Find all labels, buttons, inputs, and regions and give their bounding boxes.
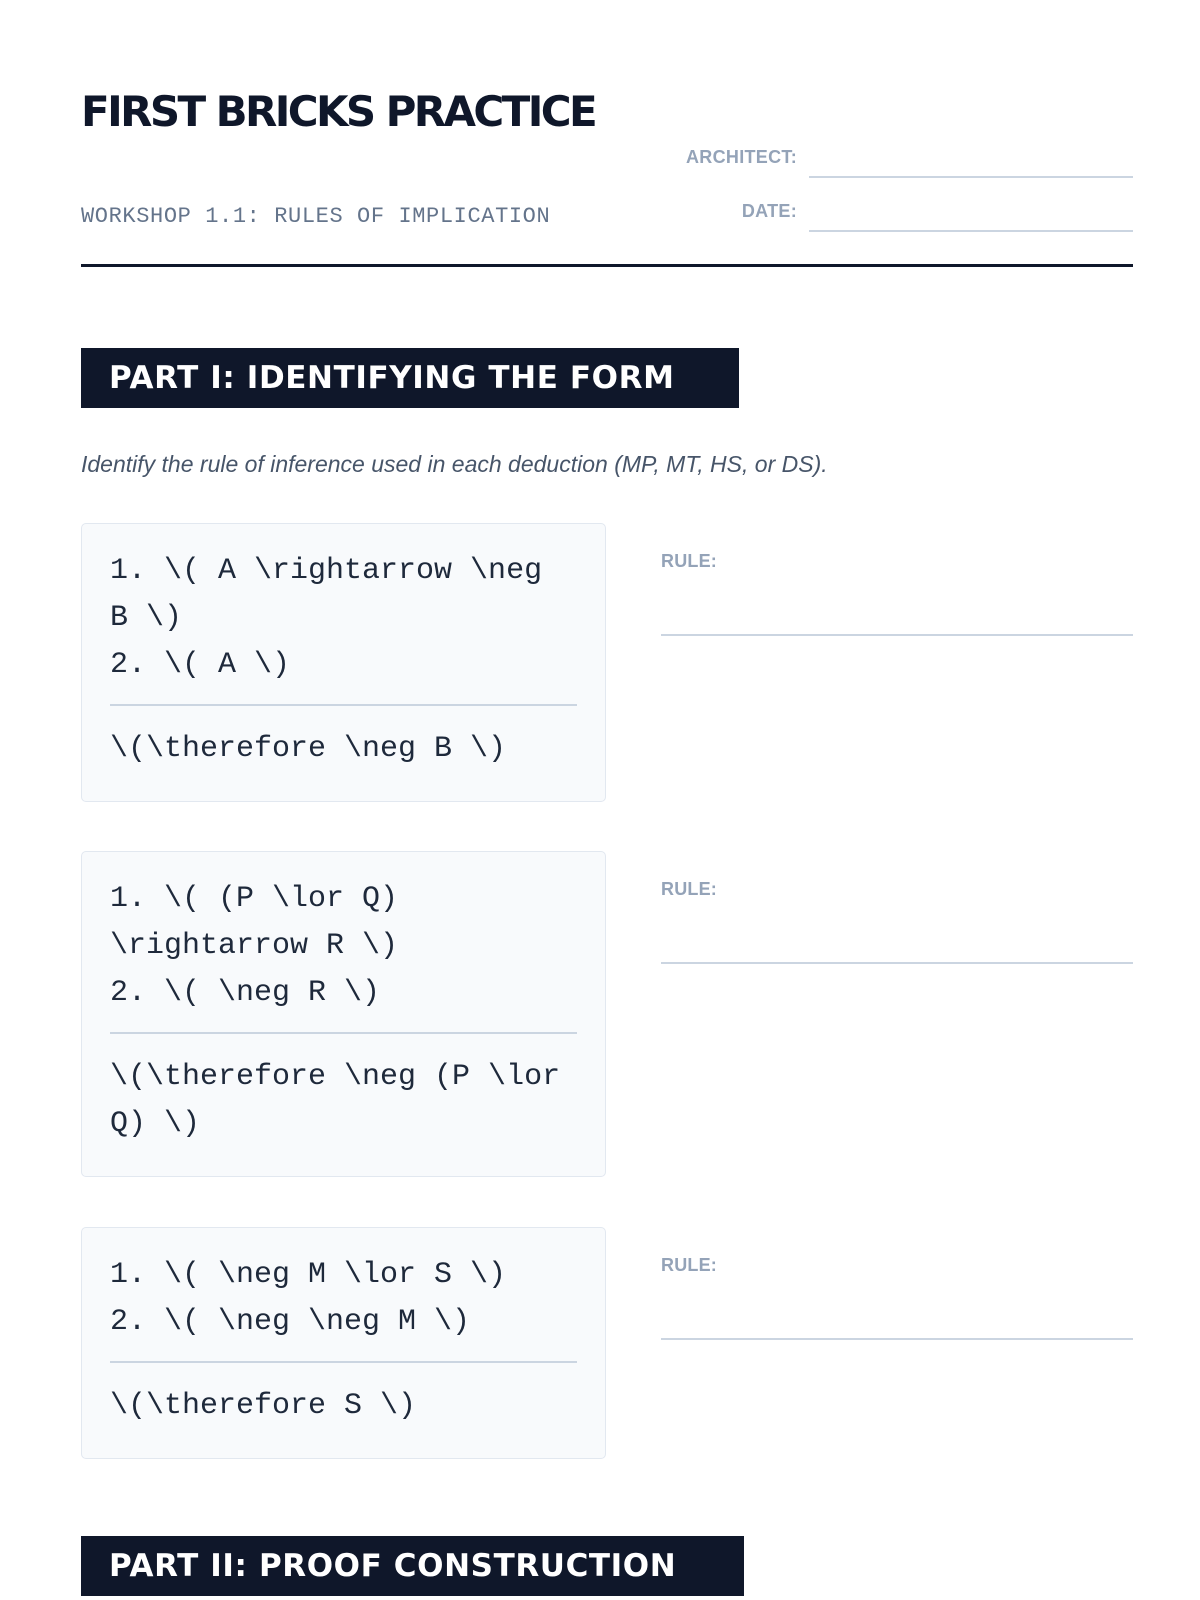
architect-blank-line[interactable] <box>809 176 1133 178</box>
worksheet-header <box>81 82 1133 268</box>
premise-2: 2. \( \neg R \) <box>110 976 381 1010</box>
conclusion: \(\therefore S \) <box>110 1389 417 1423</box>
conclusion-divider <box>110 1361 577 1363</box>
date-blank-line[interactable] <box>809 230 1133 232</box>
header-divider <box>81 264 1133 267</box>
premise-1: 1. \( (P \lor Q) \rightarrow R \) <box>110 882 399 963</box>
rule-label: RULE: <box>661 1255 717 1275</box>
architect-field <box>673 138 1133 178</box>
rule-label: RULE: <box>661 879 717 899</box>
conclusion: \(\therefore \neg (P \lor Q) \) <box>110 1060 561 1141</box>
proof-box <box>81 1227 606 1459</box>
proof-box <box>81 523 606 802</box>
part-1-instructions: Identify the rule of inference used in each deduction (MP, MT, HS, or DS). <box>81 451 828 477</box>
architect-label: ARCHITECT: <box>686 147 797 167</box>
rule-blank-line[interactable] <box>661 1338 1133 1340</box>
premise-1: 1. \( \neg M \lor S \) <box>110 1258 507 1292</box>
rule-label: RULE: <box>661 551 717 571</box>
premise-2: 2. \( \neg \neg M \) <box>110 1305 471 1339</box>
conclusion-divider <box>110 1032 577 1034</box>
rule-answer-field <box>661 879 1133 989</box>
proof-box <box>81 851 606 1177</box>
rule-blank-line[interactable] <box>661 962 1133 964</box>
rule-answer-field <box>661 551 1133 661</box>
rule-answer-field <box>661 1255 1133 1365</box>
section-heading-part-2: PART II: PROOF CONSTRUCTION <box>81 1536 744 1596</box>
page-subtitle: WORKSHOP 1.1: RULES OF IMPLICATION <box>81 204 551 229</box>
rule-blank-line[interactable] <box>661 634 1133 636</box>
date-field <box>673 192 1133 232</box>
conclusion-divider <box>110 704 577 706</box>
worksheet-page <box>81 0 1133 1600</box>
premise-1: 1. \( A \rightarrow \neg B \) <box>110 554 543 635</box>
date-label: DATE: <box>741 201 797 221</box>
premise-2: 2. \( A \) <box>110 648 291 682</box>
page-title: FIRST BRICKS PRACTICE <box>81 87 596 136</box>
section-heading-part-1: PART I: IDENTIFYING THE FORM <box>81 348 739 408</box>
conclusion: \(\therefore \neg B \) <box>110 732 507 766</box>
